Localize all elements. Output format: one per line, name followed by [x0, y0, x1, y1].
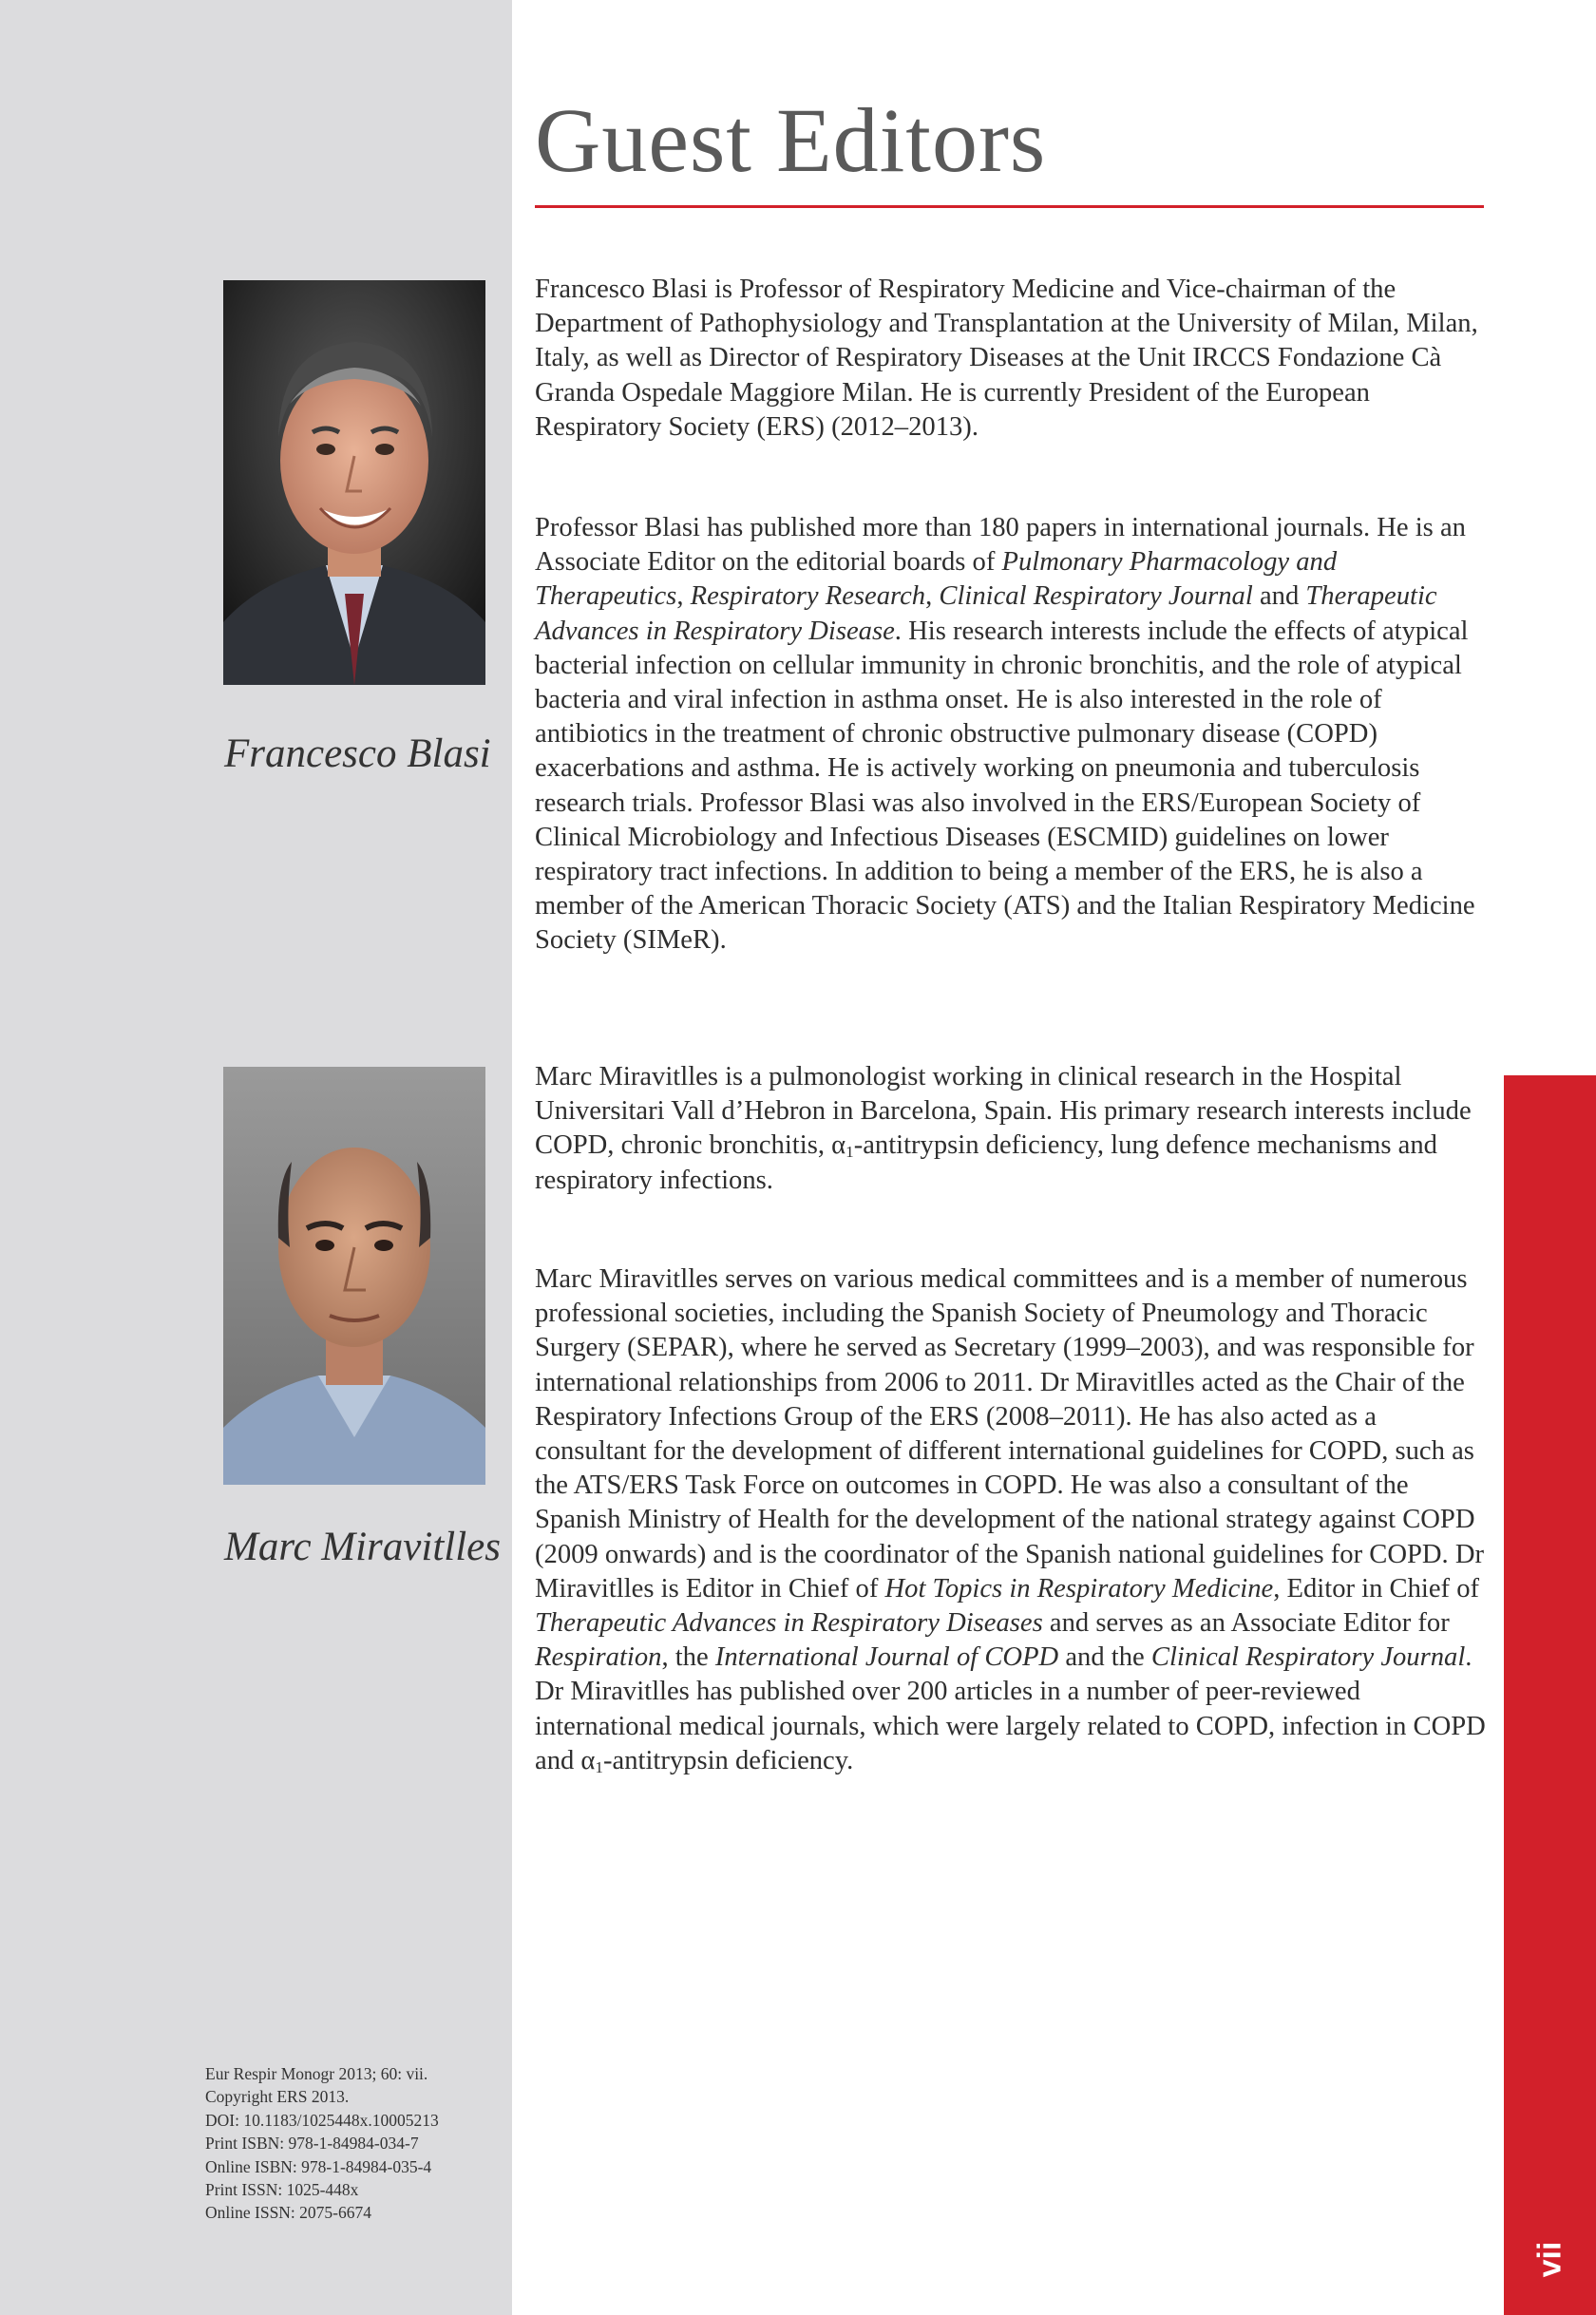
copyright-line: Copyright ERS 2013. [205, 2087, 350, 2107]
online-issn-line: Online ISSN: 2075-6674 [205, 2203, 371, 2223]
body-text: , Editor in Chief of [1273, 1573, 1480, 1603]
editor-photo-francesco-blasi [223, 280, 485, 685]
body-text: and the [1058, 1642, 1151, 1673]
print-issn-line: Print ISSN: 1025-448x [205, 2180, 359, 2200]
journal-title-text: International Journal of COPD [714, 1642, 1059, 1673]
editor-bio-paragraph [535, 1060, 1490, 1198]
subscript-text: 1 [846, 1143, 854, 1162]
body-text: Marc Miravitlles is a pulmonologist working in clinical research in the Hospital Universitari Vall d’Hebron in Barcelona, Spain. His primary research interests include COPD, chronic bronchitis, α [535, 1062, 1472, 1161]
journal-title-text: Clinical Respiratory Journal [939, 581, 1253, 612]
body-text: and [1252, 581, 1306, 612]
body-text: . Dr Miravitlles has published over 200 articles in a number of peer-reviewed international medical journals, which were largely related to COPD, infection in COPD and α [535, 1642, 1486, 1775]
editor-photo-marc-miravitlles [223, 1067, 485, 1485]
body-text: , [676, 581, 691, 612]
body-text: -antitrypsin deficiency. [603, 1745, 854, 1775]
page-title: Guest Editors [535, 89, 1047, 191]
journal-title-text: Therapeutic Advances in Respiratory Diseases [535, 1608, 1043, 1639]
doi-line: DOI: 10.1183/1025448x.10005213 [205, 2110, 439, 2130]
journal-title-text: Respiratory Research [690, 581, 926, 612]
editor-bio-paragraph [535, 1262, 1490, 1778]
title-divider [535, 205, 1484, 208]
red-edge-tab [1504, 1075, 1596, 2315]
portrait-photo-icon [223, 1067, 485, 1485]
print-isbn-line: Print ISBN: 978-1-84984-034-7 [205, 2134, 419, 2154]
editor-name-francesco-blasi: Francesco Blasi [224, 731, 491, 776]
editor-bio-paragraph [535, 511, 1490, 958]
journal-title-text: Pulmonary Pharmacology and Therapeutics [535, 547, 1338, 612]
body-text: Marc Miravitlles serves on various medical committees and is a member of numerous professional societies, including the Spanish Society of Pneumology and Thoracic Surgery (SEPAR), where he served as Secretary (1999–2003), and was responsible for international relationships from 2006 to 2011. Dr Miravitlles acted as the Chair of the Respiratory Infections Group of the ERS (2008–2011). He has also acted as a consultant for the development of different international guidelines for COPD, such as the ATS/ERS Task Force on outcomes in COPD. He was also a consultant of the Spanish Ministry of Health for the development of the national strategy against COPD (2009 onwards) and is the coordinator of the Spanish national guidelines for COPD. Dr Miravitlles is Editor in Chief of [535, 1264, 1485, 1603]
journal-title-text: Therapeutic Advances in Respiratory Disease [535, 581, 1437, 646]
bibliographic-info [205, 2062, 500, 2225]
page-number: vii [1531, 2241, 1568, 2277]
journal-title-text: Clinical Respiratory Journal [1150, 1642, 1466, 1673]
portrait-photo-icon [223, 280, 485, 685]
body-text: and serves as an Associate Editor for [1042, 1608, 1450, 1639]
editor-bio-paragraph [535, 273, 1490, 445]
body-text: Francesco Blasi is Professor of Respiratory Medicine and Vice-chairman of the Department of Pathophysiology and Transplantation at the University of Milan, Milan, Italy, as well as Director of Respiratory Diseases at the Unit IRCCS Fondazione Cà Granda Ospedale Maggiore Milan. He is currently President of the European Respiratory Society (ERS) (2012–2013). [535, 275, 1478, 442]
body-text: . His research interests include the effects of atypical bacterial infection on cellular immunity in chronic bronchitis, and the role of atypical bacteria and viral infection in asthma onset. He is also interested in the role of antibiotics in the treatment of chronic obstructive pulmonary disease (COPD) exacerbations and asthma. He is actively working on pneumonia and tuberculosis research trials. Professor Blasi was also involved in the ERS/European Society of Clinical Microbiology and Infectious Diseases (ESCMID) guidelines on lower respiratory tract infections. In addition to being a member of the ERS, he is also a member of the American Thoracic Society (ATS) and the Italian Respiratory Medicine Society (SIMeR). [535, 616, 1475, 956]
online-isbn-line: Online ISBN: 978-1-84984-035-4 [205, 2156, 432, 2176]
editor-name-marc-miravitlles: Marc Miravitlles [224, 1525, 501, 1569]
body-text: -antitrypsin deficiency, lung defence mechanisms and respiratory infections. [535, 1130, 1437, 1195]
body-text: , [925, 581, 940, 612]
journal-title-text: Respiration [535, 1642, 662, 1673]
body-text: Professor Blasi has published more than 180 papers in international journals. He is an Associate Editor on the editorial boards of [535, 513, 1466, 578]
citation-line: Eur Respir Monogr 2013; 60: vii. [205, 2064, 428, 2083]
body-text: , the [661, 1642, 715, 1673]
journal-title-text: Hot Topics in Respiratory Medicine [884, 1573, 1274, 1603]
subscript-text: 1 [595, 1757, 603, 1776]
